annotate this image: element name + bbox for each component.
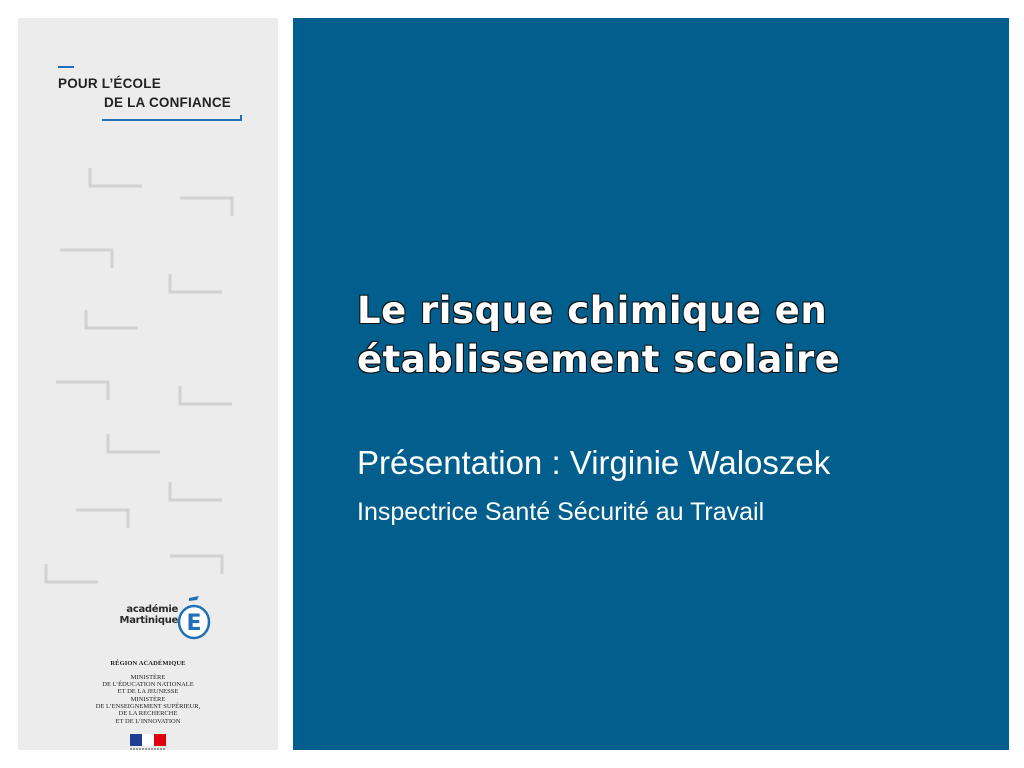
decorative-bracket bbox=[54, 380, 110, 402]
ministry-higher-education-line: MINISTÈRE bbox=[130, 696, 166, 703]
brand-accent-bar-bottom bbox=[102, 119, 242, 121]
left-panel bbox=[18, 18, 278, 750]
presenter-text: Présentation : Virginie Waloszek bbox=[357, 444, 831, 481]
svg-text:E: E bbox=[186, 611, 202, 636]
ministry-education-line: DE L’ÉDUCATION NATIONALE bbox=[102, 681, 194, 689]
brand-accent-bar-tick bbox=[240, 115, 242, 121]
slide-title bbox=[357, 286, 997, 384]
region-academique-label: RÉGION ACADÉMIQUE bbox=[110, 660, 186, 667]
decorative-bracket bbox=[58, 248, 114, 270]
ministry-education-line: ET DE LA JEUNESSE bbox=[117, 688, 179, 696]
right-panel bbox=[293, 18, 1009, 750]
brand-accent-bar-top bbox=[58, 66, 74, 68]
ministry-education bbox=[58, 674, 238, 696]
slide-title-line-2: établissement scolaire bbox=[357, 338, 841, 381]
brand-line-1: POUR L’ÉCOLE bbox=[58, 76, 161, 91]
decorative-bracket bbox=[178, 384, 234, 406]
decorative-bracket bbox=[84, 308, 140, 330]
ministry-education-line: MINISTÈRE bbox=[130, 674, 166, 681]
decorative-bracket bbox=[106, 432, 162, 454]
role-text: Inspectrice Santé Sécurité au Travail bbox=[357, 498, 765, 526]
slide-title-line-1: Le risque chimique en bbox=[357, 289, 828, 332]
academie-line-1: académie bbox=[126, 604, 178, 615]
decorative-bracket bbox=[74, 508, 130, 530]
ministry-higher-education bbox=[58, 696, 238, 725]
decorative-bracket bbox=[44, 562, 100, 584]
ministry-higher-education-line: ET DE L’INNOVATION bbox=[115, 717, 181, 725]
ministry-higher-education-line: DE L’ENSEIGNEMENT SUPÉRIEUR, bbox=[95, 703, 201, 711]
decorative-bracket bbox=[168, 272, 224, 294]
decorative-bracket bbox=[88, 166, 144, 188]
institutional-logos bbox=[78, 586, 218, 746]
decorative-bracket bbox=[168, 480, 224, 502]
academie-line-2: Martinique bbox=[119, 615, 178, 626]
brand-logo bbox=[58, 66, 258, 146]
decorative-bracket bbox=[178, 196, 234, 218]
letter-e-accent-icon bbox=[177, 596, 211, 640]
french-republic-flag-icon bbox=[130, 734, 166, 750]
ministry-higher-education-line: DE LA RECHERCHE bbox=[118, 710, 178, 718]
brand-line-2: DE LA CONFIANCE bbox=[104, 95, 231, 110]
academie-name bbox=[118, 604, 178, 626]
decorative-bracket bbox=[168, 554, 224, 576]
